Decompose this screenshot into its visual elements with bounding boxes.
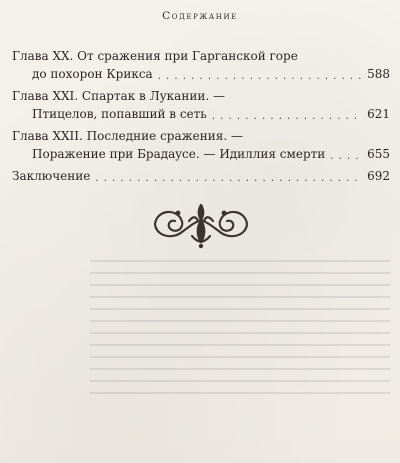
contents-heading: Содержание bbox=[162, 10, 238, 22]
toc-entry-subtitle-line bbox=[12, 145, 390, 163]
dot-leader bbox=[212, 106, 361, 120]
table-of-contents bbox=[12, 47, 390, 189]
dot-leader bbox=[95, 168, 361, 182]
toc-entry-title-line bbox=[12, 167, 390, 185]
toc-entry-title-line bbox=[12, 127, 390, 145]
toc-entry-title-line bbox=[12, 47, 390, 65]
toc-entry-subtitle-line bbox=[12, 65, 390, 83]
toc-entry-subtitle-line bbox=[12, 105, 390, 123]
toc-entry-title: Глава XXII. Последние сражения. — bbox=[12, 129, 243, 143]
toc-entry-subtitle: до похорон Крикса bbox=[32, 67, 153, 81]
toc-entry[interactable] bbox=[12, 167, 390, 185]
dot-leader bbox=[330, 146, 361, 160]
toc-entry-subtitle: Поражение при Брадаyсе. — Идиллия смерти bbox=[32, 147, 326, 161]
toc-entry-title-line bbox=[12, 87, 390, 105]
toc-entry-title: Глава XXI. Спартак в Лукании. — bbox=[12, 89, 225, 103]
toc-entry[interactable] bbox=[12, 127, 390, 163]
dot-leader bbox=[158, 66, 361, 80]
bleed-through-text bbox=[90, 250, 390, 460]
scroll-vignette-icon bbox=[145, 197, 257, 251]
toc-entry-title: Глава XX. От сражения при Гарганской горе bbox=[12, 49, 298, 63]
toc-entry[interactable] bbox=[12, 87, 390, 123]
toc-page-number: 588 bbox=[367, 67, 390, 81]
toc-entry-title: Заключение bbox=[12, 169, 91, 183]
toc-entry-subtitle: Птицелов, попавший в сеть bbox=[32, 107, 207, 121]
toc-page-number: 692 bbox=[367, 169, 390, 183]
toc-page-number: 655 bbox=[367, 147, 390, 161]
toc-entry[interactable] bbox=[12, 47, 390, 83]
toc-page-number: 621 bbox=[367, 107, 390, 121]
